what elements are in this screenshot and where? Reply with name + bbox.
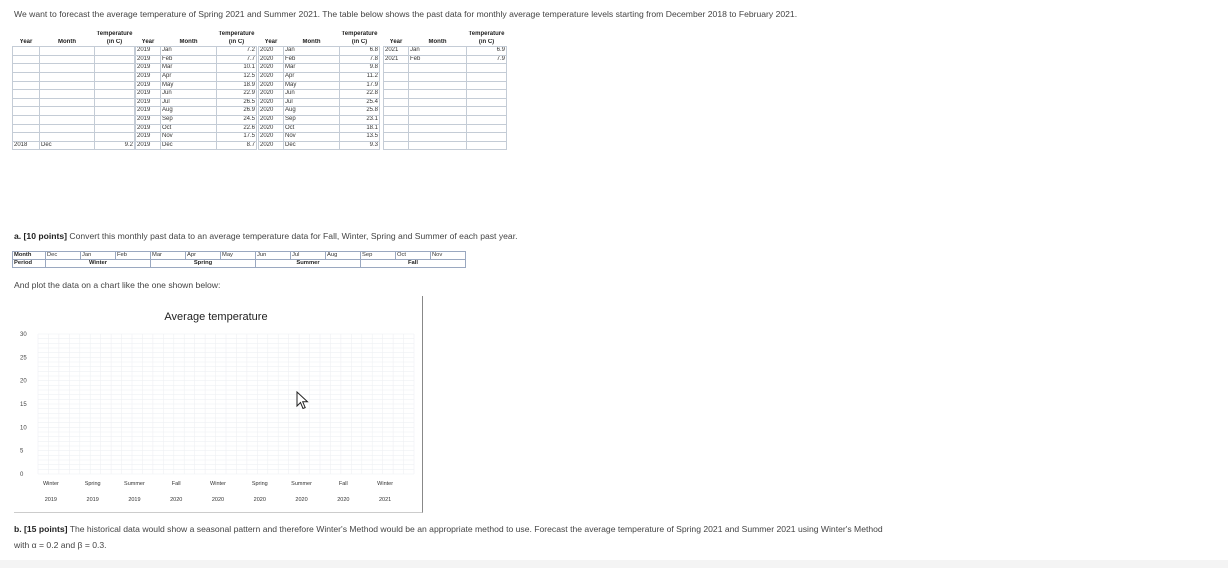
year-cell: 2020 — [259, 107, 284, 116]
table-row — [259, 133, 380, 142]
year-cell: 2019 — [136, 98, 161, 107]
year-cell: 2018 — [13, 141, 40, 150]
month-cell: Dec — [284, 141, 340, 150]
average-temperature-chart — [14, 296, 422, 512]
question-a-text: Convert this monthly past data to an average temperature data for Fall, Winter, Spring and Summer of each past year. — [67, 231, 518, 241]
month-cell: Jun — [256, 252, 291, 260]
temperature-cell — [95, 133, 135, 142]
year-cell — [13, 98, 40, 107]
period-cell: Spring — [151, 260, 256, 268]
temperature-cell: 26.9 — [217, 107, 257, 116]
temperature-cell: 26.5 — [217, 98, 257, 107]
month-cell — [409, 98, 467, 107]
x-tick-year: 2019 — [44, 497, 58, 503]
year-header: Year — [264, 38, 278, 45]
month-cell — [40, 115, 95, 124]
month-cell: Oct — [161, 124, 217, 133]
temperature-cell — [95, 64, 135, 73]
year-cell: 2020 — [259, 98, 284, 107]
table-row — [259, 72, 380, 81]
temperature-cell: 17.5 — [217, 133, 257, 142]
temperature-table — [258, 31, 380, 150]
y-tick-label: 30 — [20, 332, 27, 338]
table-row — [136, 64, 257, 73]
temperature-cell — [467, 124, 507, 133]
month-cell — [40, 64, 95, 73]
table-row — [13, 107, 135, 116]
temperature-cell — [95, 81, 135, 90]
year-cell — [13, 72, 40, 81]
temperature-cell — [95, 90, 135, 99]
month-cell: Mar — [284, 64, 340, 73]
y-tick-label: 5 — [20, 448, 24, 455]
table-row — [384, 47, 507, 56]
year-cell: 2020 — [259, 141, 284, 150]
temperature-table — [135, 31, 257, 150]
month-cell: Sep — [284, 115, 340, 124]
year-cell — [13, 133, 40, 142]
temperature-header: Temperature — [341, 31, 378, 38]
month-cell: Aug — [326, 252, 361, 260]
temperature-cell: 23.1 — [340, 115, 380, 124]
temperature-cell: 7.7 — [217, 55, 257, 64]
temperature-cell — [95, 72, 135, 81]
year-cell: 2019 — [136, 81, 161, 90]
temperature-cell — [467, 141, 507, 150]
year-cell — [384, 81, 409, 90]
temperature-cell: 7.9 — [467, 55, 507, 64]
x-tick-year: 2019 — [86, 497, 99, 503]
month-cell: Dec — [46, 252, 81, 260]
temperature-cell: 7.2 — [217, 47, 257, 56]
table-row — [13, 72, 135, 81]
month-cell — [409, 81, 467, 90]
temperature-cell — [467, 72, 507, 81]
temperature-header: Temperature — [218, 31, 255, 38]
temperature-cell: 11.2 — [340, 72, 380, 81]
x-tick-season: Spring — [251, 481, 268, 487]
intro-text: We want to forecast the average temperature of Spring 2021 and Summer 2021. The table below shows the past data for monthly average temperature levels starting from December 2018 to February 2021. — [14, 9, 798, 19]
question-b-params: with α = 0.2 and β = 0.3. — [14, 540, 107, 550]
month-cell — [409, 107, 467, 116]
table-row — [136, 107, 257, 116]
month-cell — [409, 141, 467, 150]
temperature-cell — [467, 81, 507, 90]
temperature-cell: 13.5 — [340, 133, 380, 142]
year-cell — [13, 124, 40, 133]
year-cell — [384, 141, 409, 150]
year-cell: 2020 — [259, 47, 284, 56]
temperature-cell: 24.5 — [217, 115, 257, 124]
period-row-label: Period — [13, 260, 46, 268]
month-cell — [409, 64, 467, 73]
year-cell: 2019 — [136, 107, 161, 116]
temperature-cell: 22.6 — [217, 124, 257, 133]
table-row — [13, 133, 135, 142]
temperature-cell: 6.8 — [340, 47, 380, 56]
table-row — [136, 81, 257, 90]
question-b-label: b. [15 points] — [14, 524, 68, 534]
x-tick-season: Spring — [84, 481, 101, 487]
temperature-cell — [467, 115, 507, 124]
temperature-cell: 18.9 — [217, 81, 257, 90]
year-cell: 2019 — [136, 47, 161, 56]
temperature-cell — [467, 64, 507, 73]
table-row — [259, 124, 380, 133]
month-header: Month — [58, 38, 76, 45]
temperature-cell: 9.2 — [95, 141, 135, 150]
month-cell — [409, 115, 467, 124]
month-header: Month — [179, 38, 198, 45]
year-cell: 2019 — [136, 141, 161, 150]
month-cell: Sep — [361, 252, 396, 260]
year-cell — [13, 55, 40, 64]
month-cell: Feb — [409, 55, 467, 64]
month-header: Month — [428, 38, 447, 45]
temperature-cell — [95, 47, 135, 56]
temperature-cell: 10.1 — [217, 64, 257, 73]
month-cell: Mar — [161, 64, 217, 73]
table-row — [384, 141, 507, 150]
x-tick-season: Fall — [338, 481, 348, 487]
temperature-cell — [95, 124, 135, 133]
temperature-cell: 22.8 — [340, 90, 380, 99]
year-header: Year — [19, 38, 33, 45]
x-tick-season: Winter — [42, 481, 59, 487]
table-row — [136, 55, 257, 64]
table-row — [384, 72, 507, 81]
table-row — [13, 55, 135, 64]
month-cell — [409, 133, 467, 142]
table-row — [384, 55, 507, 64]
year-cell — [13, 90, 40, 99]
month-cell — [40, 81, 95, 90]
month-cell: May — [284, 81, 340, 90]
table-row — [384, 64, 507, 73]
table-row — [384, 115, 507, 124]
unit-header: (in C) — [106, 38, 123, 45]
table-row — [136, 133, 257, 142]
month-cell: Jul — [284, 98, 340, 107]
table-row — [259, 141, 380, 150]
month-cell: Oct — [396, 252, 431, 260]
month-row-label: Month — [13, 252, 46, 260]
table-row — [259, 90, 380, 99]
table-row — [13, 124, 135, 133]
month-cell: Jul — [291, 252, 326, 260]
table-row — [136, 141, 257, 150]
temperature-cell: 17.9 — [340, 81, 380, 90]
table-row — [384, 98, 507, 107]
table-row — [259, 98, 380, 107]
period-cell: Winter — [46, 260, 151, 268]
year-cell: 2020 — [259, 72, 284, 81]
temperature-cell — [467, 107, 507, 116]
unit-header: (in C) — [351, 38, 368, 45]
month-header: Month — [302, 38, 321, 45]
temperature-header: Temperature — [96, 31, 133, 38]
month-cell — [40, 72, 95, 81]
month-cell: Feb — [284, 55, 340, 64]
temperature-cell: 9.3 — [340, 141, 380, 150]
table-row — [13, 64, 135, 73]
table-row — [136, 124, 257, 133]
table-row — [13, 98, 135, 107]
year-cell: 2019 — [136, 64, 161, 73]
x-tick-season: Winter — [377, 481, 394, 487]
table-row — [259, 107, 380, 116]
temperature-cell — [95, 115, 135, 124]
month-cell: Apr — [161, 72, 217, 81]
table-row — [259, 81, 380, 90]
table-row — [384, 133, 507, 142]
month-cell: Feb — [116, 252, 151, 260]
temperature-cell: 22.9 — [217, 90, 257, 99]
month-cell: Dec — [161, 141, 217, 150]
month-cell — [40, 107, 95, 116]
table-row — [136, 115, 257, 124]
month-cell — [40, 124, 95, 133]
year-cell: 2019 — [136, 55, 161, 64]
month-cell — [409, 124, 467, 133]
question-b — [14, 521, 1219, 553]
temperature-cell: 8.7 — [217, 141, 257, 150]
month-cell: Aug — [161, 107, 217, 116]
month-cell: May — [221, 252, 256, 260]
temperature-cell: 7.8 — [340, 55, 380, 64]
question-b-text: The historical data would show a seasonal pattern and therefore Winter's Method would be an appropriate method to use. Forecast the average temperature of Spring 2021 and Summer 2021 using Winter's Method — [67, 524, 883, 534]
temperature-table — [12, 31, 135, 150]
year-cell — [13, 64, 40, 73]
year-cell: 2019 — [136, 72, 161, 81]
table-row — [259, 115, 380, 124]
temperature-cell: 18.1 — [340, 124, 380, 133]
table-row — [384, 90, 507, 99]
month-cell — [40, 98, 95, 107]
x-tick-year: 2020 — [337, 497, 350, 503]
month-cell — [40, 55, 95, 64]
year-header: Year — [141, 38, 155, 45]
y-tick-label: 25 — [20, 355, 27, 362]
x-tick-season: Fall — [171, 481, 181, 487]
unit-header: (in C) — [228, 38, 245, 45]
year-cell — [384, 133, 409, 142]
year-cell: 2021 — [384, 47, 409, 56]
period-cell: Fall — [361, 260, 466, 268]
month-cell: Mar — [151, 252, 186, 260]
year-cell: 2020 — [259, 90, 284, 99]
table-row — [13, 115, 135, 124]
temperature-header: Temperature — [468, 31, 505, 38]
year-cell — [384, 107, 409, 116]
x-tick-year: 2019 — [128, 497, 141, 503]
month-cell: Jan — [284, 47, 340, 56]
season-mapping-table — [12, 251, 466, 268]
year-header: Year — [389, 38, 403, 45]
table-row — [136, 90, 257, 99]
temperature-cell — [467, 98, 507, 107]
year-cell: 2019 — [136, 133, 161, 142]
x-tick-season: Summer — [124, 481, 145, 487]
temperature-cell — [95, 107, 135, 116]
month-cell: Oct — [284, 124, 340, 133]
year-cell: 2020 — [259, 115, 284, 124]
month-cell: Aug — [284, 107, 340, 116]
table-row — [136, 98, 257, 107]
month-cell: Nov — [161, 133, 217, 142]
year-cell — [13, 107, 40, 116]
year-cell — [384, 72, 409, 81]
temperature-cell — [95, 55, 135, 64]
month-cell: Jun — [284, 90, 340, 99]
month-cell — [40, 90, 95, 99]
year-cell — [384, 90, 409, 99]
table-row — [384, 124, 507, 133]
question-a-label: a. [10 points] — [14, 231, 68, 241]
year-cell: 2020 — [259, 133, 284, 142]
table-row — [13, 90, 135, 99]
year-cell: 2021 — [384, 55, 409, 64]
year-cell — [13, 81, 40, 90]
table-row — [13, 81, 135, 90]
temperature-cell: 25.8 — [340, 107, 380, 116]
temperature-cell: 9.8 — [340, 64, 380, 73]
x-tick-year: 2020 — [295, 497, 308, 503]
table-row — [259, 55, 380, 64]
x-tick-year: 2020 — [253, 497, 266, 503]
temperature-cell: 25.4 — [340, 98, 380, 107]
temperature-table — [383, 31, 507, 150]
x-tick-year: 2020 — [211, 497, 225, 503]
year-cell — [13, 47, 40, 56]
year-cell: 2020 — [259, 64, 284, 73]
year-cell: 2020 — [259, 55, 284, 64]
x-tick-season: Summer — [291, 481, 312, 487]
period-cell: Summer — [256, 260, 361, 268]
table-row — [384, 81, 507, 90]
month-cell — [40, 133, 95, 142]
year-cell: 2020 — [259, 81, 284, 90]
chart-frame — [14, 296, 423, 513]
month-cell: Jul — [161, 98, 217, 107]
year-cell: 2019 — [136, 124, 161, 133]
year-cell — [384, 124, 409, 133]
year-cell — [13, 115, 40, 124]
month-cell: Jan — [161, 47, 217, 56]
chart-title: Average temperature — [164, 311, 268, 323]
plot-instruction: And plot the data on a chart like the one shown below: — [14, 280, 221, 290]
table-row — [259, 64, 380, 73]
month-cell — [40, 47, 95, 56]
y-tick-label: 10 — [20, 425, 27, 432]
month-cell: Jan — [81, 252, 116, 260]
table-row — [13, 47, 135, 56]
month-cell: May — [161, 81, 217, 90]
month-cell — [409, 72, 467, 81]
mouse-cursor-icon — [296, 391, 310, 411]
bottom-bar — [0, 560, 1228, 568]
table-row — [384, 107, 507, 116]
month-cell: Nov — [431, 252, 466, 260]
temperature-cell: 12.5 — [217, 72, 257, 81]
month-cell: Feb — [161, 55, 217, 64]
month-cell: Sep — [161, 115, 217, 124]
table-row — [259, 47, 380, 56]
month-cell: Nov — [284, 133, 340, 142]
x-tick-year: 2021 — [378, 497, 392, 503]
month-cell — [409, 90, 467, 99]
month-cell: Jun — [161, 90, 217, 99]
temperature-cell — [467, 90, 507, 99]
y-tick-label: 0 — [20, 472, 24, 478]
x-tick-season: Winter — [210, 481, 226, 487]
table-row — [136, 72, 257, 81]
unit-header: (in C) — [478, 38, 495, 45]
year-cell: 2019 — [136, 115, 161, 124]
temperature-cell: 6.9 — [467, 47, 507, 56]
question-a — [14, 231, 517, 241]
year-cell: 2019 — [136, 90, 161, 99]
y-tick-label: 15 — [20, 402, 27, 408]
month-cell: Apr — [284, 72, 340, 81]
month-cell: Jan — [409, 47, 467, 56]
month-cell: Dec — [40, 141, 95, 150]
year-cell: 2020 — [259, 124, 284, 133]
year-cell — [384, 98, 409, 107]
temperature-cell — [467, 133, 507, 142]
y-tick-label: 20 — [20, 378, 27, 385]
table-row — [13, 141, 135, 150]
table-row — [136, 47, 257, 56]
month-cell: Apr — [186, 252, 221, 260]
x-tick-year: 2020 — [170, 497, 183, 503]
temperature-cell — [95, 98, 135, 107]
year-cell — [384, 64, 409, 73]
year-cell — [384, 115, 409, 124]
